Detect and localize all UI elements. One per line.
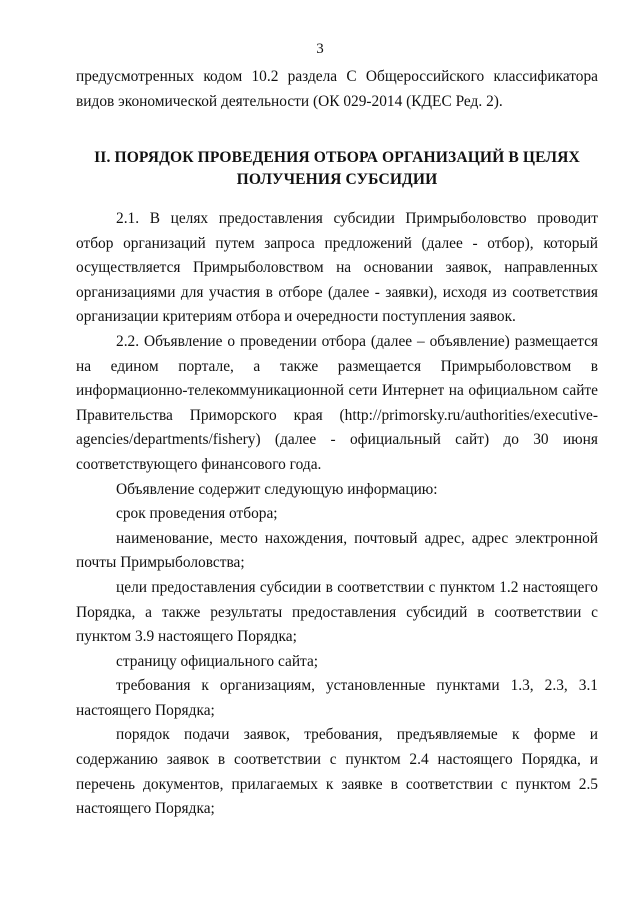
intro-paragraph [76, 65, 598, 114]
paragraph-2-1: 2.1. В целях предоставления субсидии Примрыболовство проводит отбор организаций путем запроса предложений (далее - отбор), который осуществляется Примрыболовством на основании заявок, направленных организациями для участия в отборе (далее - заявки), исходя из соответствия организации критериям отбора и очередности поступления заявок. [76, 210, 598, 326]
list-item-website-page: страницу официального сайта; [116, 652, 319, 670]
list-item-subsidy-goals: цели предоставления субсидии в соответствии с пунктом 1.2 настоящего Порядка, а также результаты предоставления субсидий в соответствии с пунктом 3.9 настоящего Порядка; [76, 578, 598, 646]
section-title [76, 147, 598, 191]
list-item-requirements: требования к организациям, установленные пунктами 1.3, 2.3, 3.1 настоящего Порядка; [76, 677, 598, 719]
list-item-application-procedure: порядок подачи заявок, требования, предъявляемые к форме и содержанию заявок в соответствии с пунктом 2.4 настоящего Порядка, и перечень документов, прилагаемых к заявке в соответствии с пунктом 2.5 настоящего Порядка; [76, 726, 598, 818]
paragraph-2-2: 2.2. Объявление о проведении отбора (далее – объявление) размещается на едином портале, а также размещается Примрыболовством в информационно-телекоммуникационной сети Интернет на официальном сайте Правительства Приморского края (http://primorsky.ru/authorities/executive-agencies/departments/fishery) (далее - официальный сайт) до 30 июня соответствующего финансового года. [76, 332, 598, 473]
list-item-name-address: наименование, место нахождения, почтовый адрес, адрес электронной почты Примрыболовства; [76, 529, 598, 572]
list-item-selection-period: срок проведения отбора; [116, 505, 278, 523]
section-title-line-1: II. ПОРЯДОК ПРОВЕДЕНИЯ ОТБОРА ОРГАНИЗАЦИЙ В ЦЕЛЯХ [94, 149, 580, 166]
section-body [76, 207, 598, 822]
intro-text: предусмотренных кодом 10.2 раздела С Общероссийского классификатора видов экономической деятельности (ОК 029-2014 (КДЕС Ред. 2). [76, 68, 598, 110]
page-number: 3 [316, 41, 324, 57]
section-title-line-2: ПОЛУЧЕНИЯ СУБСИДИИ [236, 171, 438, 188]
announcement-contents-intro: Объявление содержит следующую информацию: [116, 480, 438, 498]
